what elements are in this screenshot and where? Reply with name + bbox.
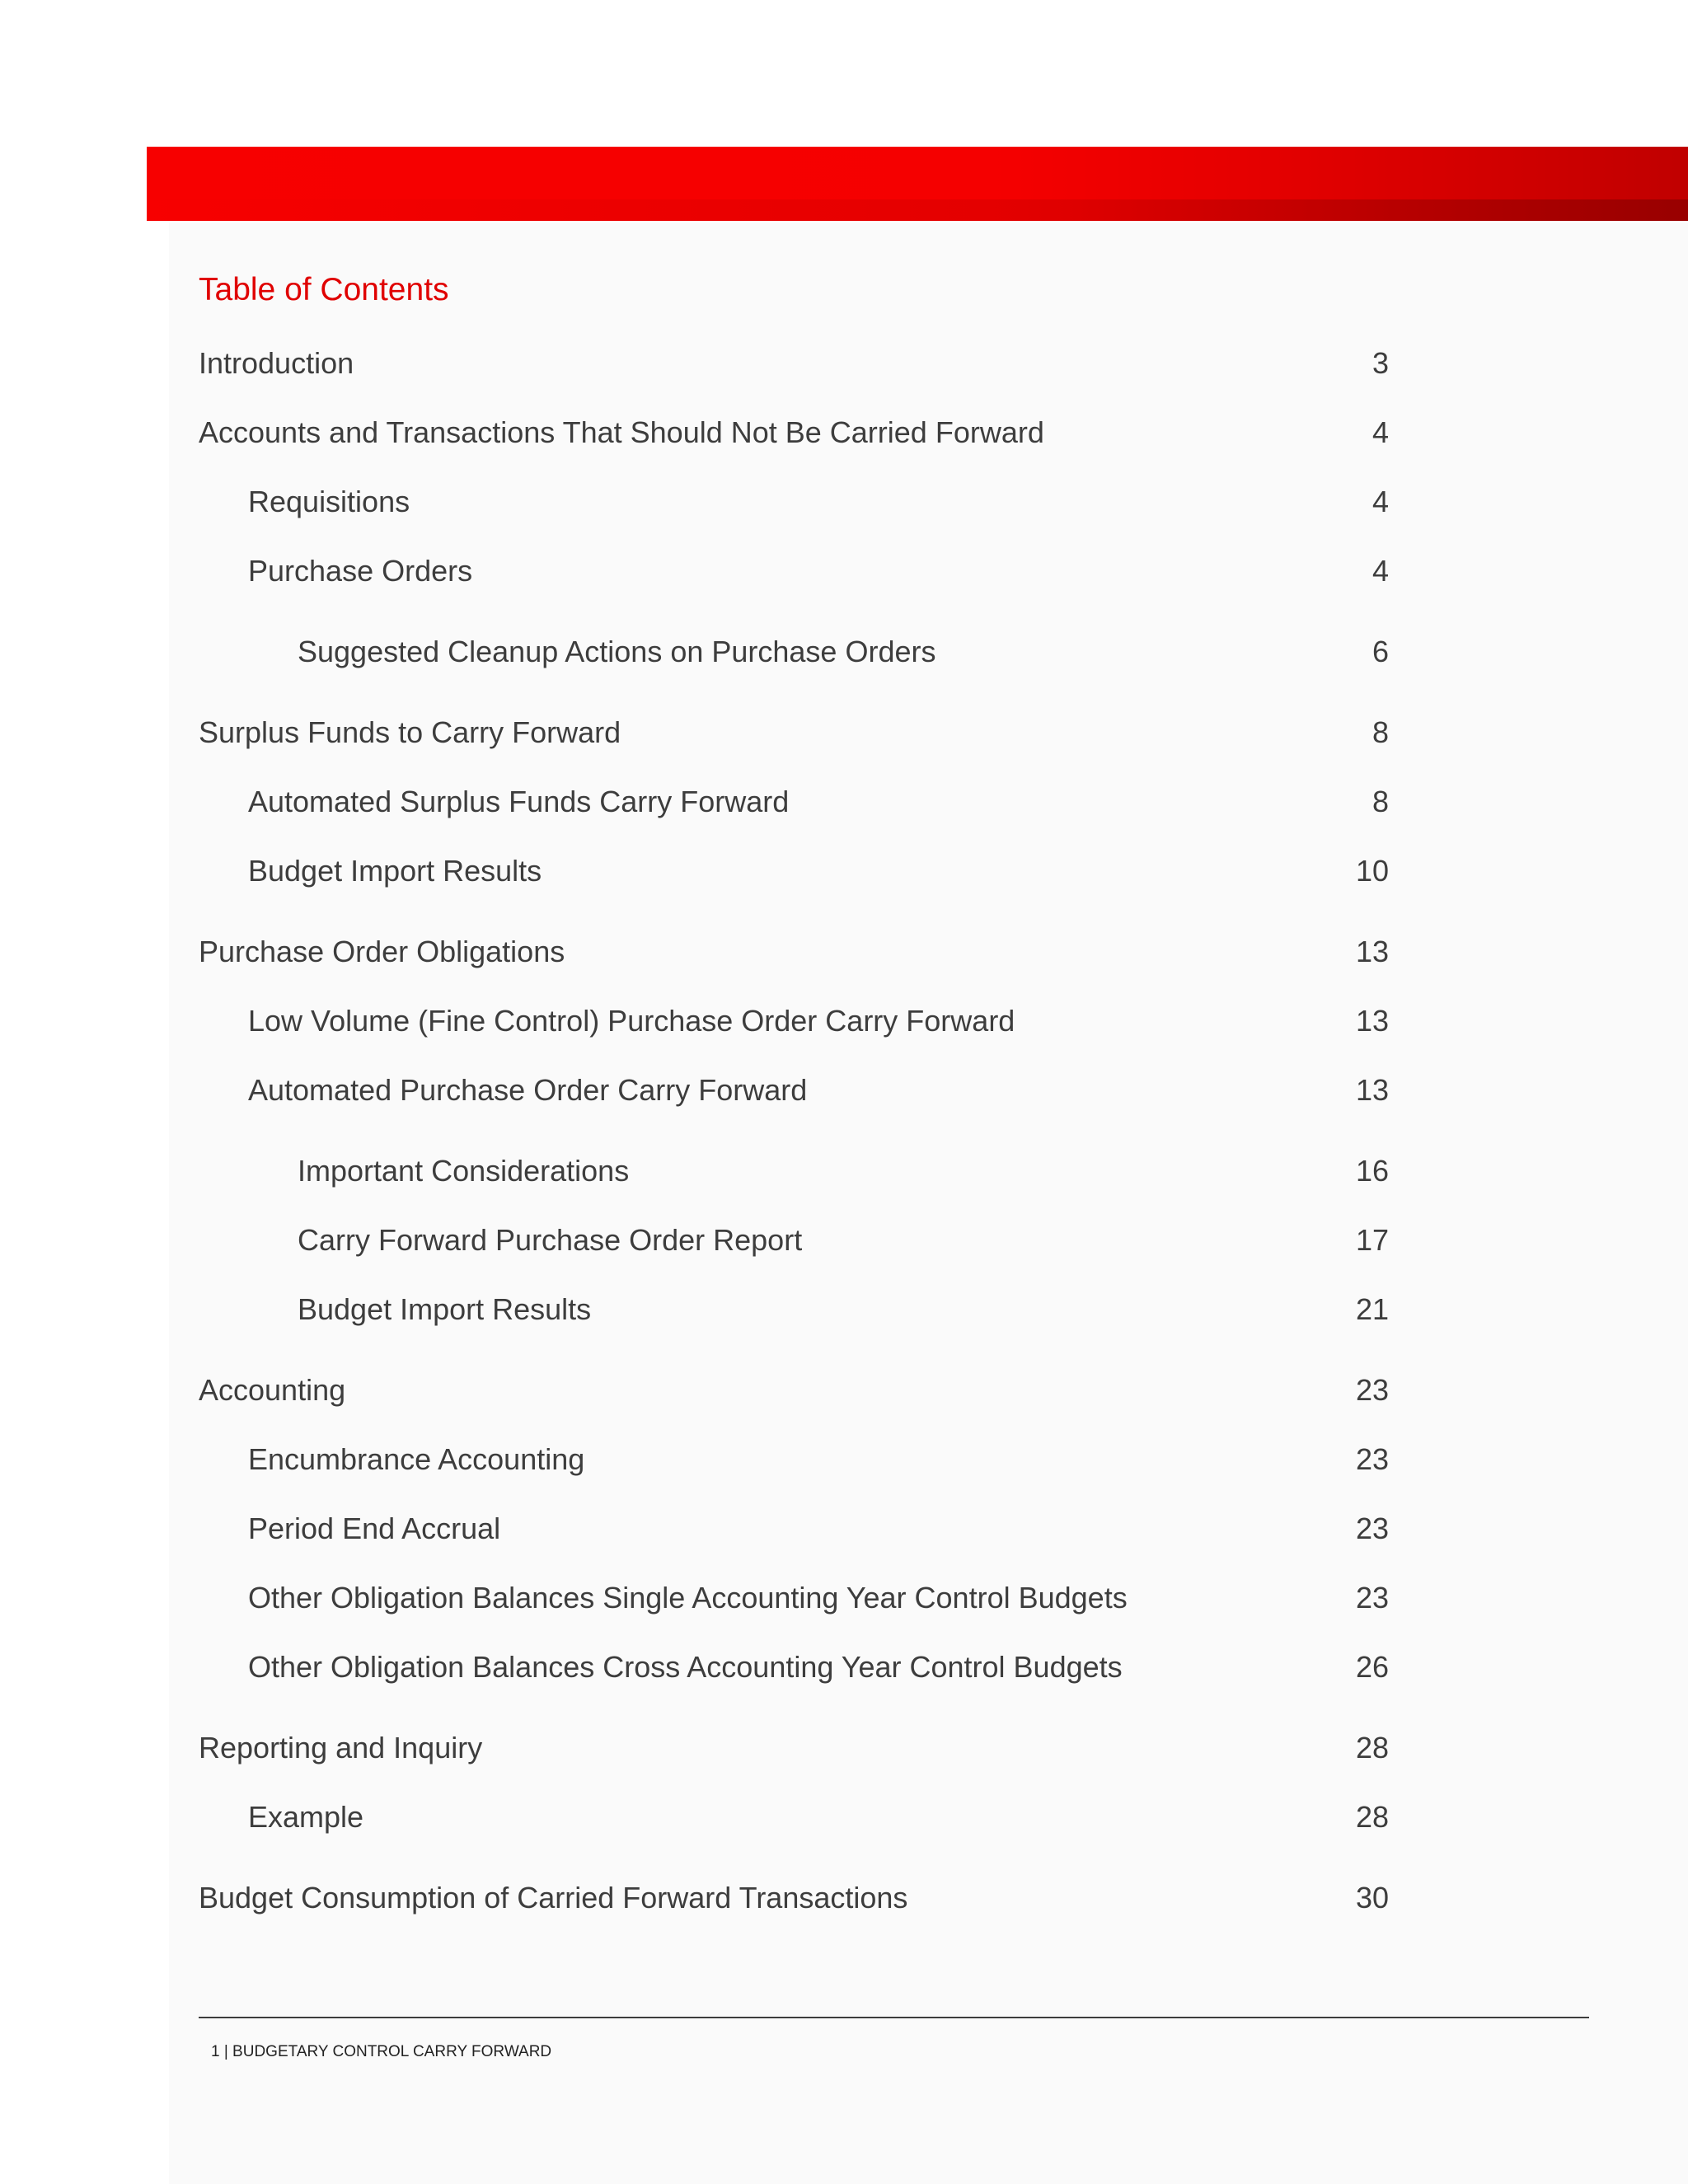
toc-entry-page: 13 (1355, 1004, 1389, 1038)
toc-entry-page: 4 (1372, 554, 1389, 588)
toc-entry-page: 4 (1372, 485, 1389, 518)
toc-entry-label: Budget Import Results (248, 854, 542, 888)
toc-entry-page: 13 (1355, 1073, 1389, 1107)
toc-entry-label: Accounts and Transactions That Should Not Be Carried Forward (199, 415, 1044, 449)
toc-title: Table of Contents (199, 272, 449, 307)
toc-entry-page: 23 (1355, 1373, 1389, 1407)
footer-divider (199, 2017, 1589, 2018)
toc-entry-introduction[interactable] (199, 343, 1389, 384)
toc-entry-page: 23 (1355, 1511, 1389, 1545)
toc-entry-label: Encumbrance Accounting (248, 1442, 585, 1476)
toc-entry-label: Accounting (199, 1373, 346, 1407)
toc-entry-page: 28 (1355, 1800, 1389, 1834)
toc-entry-po-obligations[interactable] (199, 931, 1389, 972)
toc-entry-page: 28 (1355, 1731, 1389, 1765)
toc-entry-page: 23 (1355, 1581, 1389, 1615)
toc-entry-low-volume[interactable] (199, 1001, 1389, 1042)
toc-entry-label: Important Considerations (298, 1154, 630, 1188)
toc-entry-carry-forward-po-report[interactable] (199, 1220, 1389, 1261)
toc-entry-accounts-not-carried[interactable] (199, 412, 1389, 453)
toc-entry-page: 26 (1355, 1650, 1389, 1684)
toc-entry-important-considerations[interactable] (199, 1151, 1389, 1192)
toc-entry-page: 17 (1355, 1223, 1389, 1257)
toc-entry-page: 16 (1355, 1154, 1389, 1188)
toc-entry-label: Purchase Order Obligations (199, 935, 565, 968)
header-banner (147, 147, 1688, 221)
toc-entry-label: Carry Forward Purchase Order Report (298, 1223, 803, 1257)
toc-entry-page: 30 (1355, 1881, 1389, 1915)
toc-entry-encumbrance-accounting[interactable] (199, 1439, 1389, 1480)
toc-entry-page: 3 (1372, 346, 1389, 380)
toc-entry-label: Other Obligation Balances Cross Accounting Year Control Budgets (248, 1650, 1123, 1684)
toc-entry-label: Suggested Cleanup Actions on Purchase Orders (298, 635, 936, 668)
toc-entry-page: 4 (1372, 415, 1389, 449)
toc-entry-requisitions[interactable] (199, 481, 1389, 523)
toc-entry-page: 13 (1355, 935, 1389, 968)
toc-entry-page: 10 (1355, 854, 1389, 888)
toc-entry-page: 6 (1372, 635, 1389, 668)
toc-entry-page: 23 (1355, 1442, 1389, 1476)
toc-entry-label: Automated Purchase Order Carry Forward (248, 1073, 808, 1107)
header-banner-shade (147, 199, 1688, 221)
toc-entry-budget-import-results-2[interactable] (199, 1289, 1389, 1330)
toc-entry-suggested-cleanup[interactable] (199, 631, 1389, 673)
toc-entry-page: 8 (1372, 785, 1389, 818)
toc-entry-purchase-orders[interactable] (199, 551, 1389, 592)
toc-entry-page: 21 (1355, 1292, 1389, 1326)
toc-entry-label: Budget Import Results (298, 1292, 592, 1326)
toc-entry-label: Period End Accrual (248, 1511, 501, 1545)
toc-entry-label: Automated Surplus Funds Carry Forward (248, 785, 790, 818)
toc-entry-reporting-inquiry[interactable] (199, 1727, 1389, 1769)
toc-entry-label: Purchase Orders (248, 554, 473, 588)
toc-entry-label: Reporting and Inquiry (199, 1731, 483, 1765)
toc-entry-other-obligation-cross[interactable] (199, 1647, 1389, 1688)
toc-entry-example[interactable] (199, 1797, 1389, 1838)
toc-entry-label: Requisitions (248, 485, 410, 518)
toc-entry-label: Budget Consumption of Carried Forward Transactions (199, 1881, 908, 1915)
toc-entry-budget-import-results[interactable] (199, 851, 1389, 892)
toc-entry-label: Surplus Funds to Carry Forward (199, 715, 621, 749)
toc-entry-label: Low Volume (Fine Control) Purchase Order Carry Forward (248, 1004, 1015, 1038)
toc-entry-page: 8 (1372, 715, 1389, 749)
footer-page-label: 1 | BUDGETARY CONTROL CARRY FORWARD (211, 2043, 552, 2060)
toc-entry-label: Other Obligation Balances Single Accounting Year Control Budgets (248, 1581, 1128, 1615)
toc-entry-label: Example (248, 1800, 364, 1834)
toc-entry-period-end-accrual[interactable] (199, 1508, 1389, 1549)
toc-entry-budget-consumption[interactable] (199, 1877, 1389, 1919)
toc-entry-label: Introduction (199, 346, 354, 380)
toc-entry-other-obligation-single[interactable] (199, 1577, 1389, 1619)
toc-entry-automated-po[interactable] (199, 1070, 1389, 1111)
toc-entry-accounting[interactable] (199, 1370, 1389, 1411)
toc-entry-surplus-funds[interactable] (199, 712, 1389, 753)
toc-entry-automated-surplus[interactable] (199, 781, 1389, 823)
